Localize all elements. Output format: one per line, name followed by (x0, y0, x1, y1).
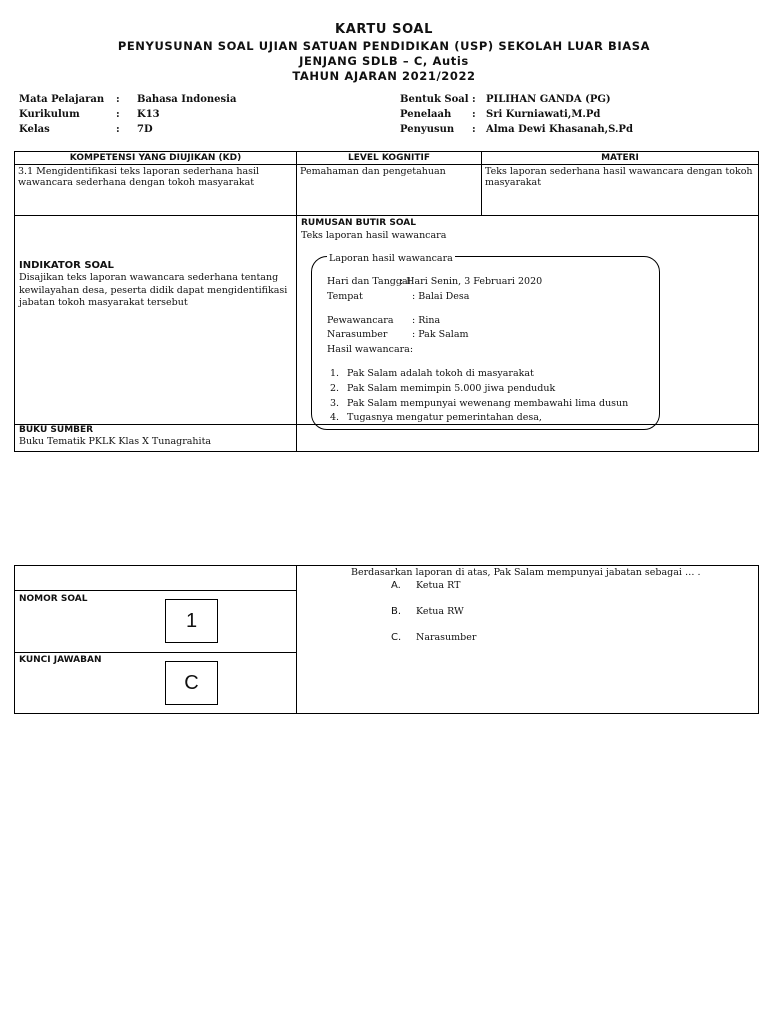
list-item-text: Pak Salam adalah tokoh di masyarakat (347, 368, 534, 379)
report-value: : Pak Salam (412, 329, 469, 340)
header-line-3: TAHUN AJARAN 2021/2022 (292, 69, 476, 83)
meta-value: K13 (137, 109, 160, 120)
report-title: Laporan hasil wawancara (329, 253, 453, 264)
report-label: Narasumber (327, 329, 388, 340)
col-header-kd: KOMPETENSI YANG DIUJIKAN (KD) (15, 152, 297, 165)
meta-colon: : (472, 109, 476, 120)
buku-text: Buku Tematik PKLK Klas X Tunagrahita (19, 436, 212, 447)
meta-colon: : (116, 109, 120, 120)
option-letter: B. (391, 606, 402, 617)
meta-value: 7D (137, 124, 153, 135)
report-value: : Rina (412, 315, 441, 326)
kunci-label: KUNCI JAWABAN (19, 655, 102, 665)
option-letter: A. (391, 580, 401, 591)
kunci-value-box: C (165, 661, 218, 705)
meta-value: Sri Kurniawati,M.Pd (486, 109, 601, 120)
answer-blank-cell (15, 566, 297, 591)
header-line-2: JENJANG SDLB – C, Autis (299, 54, 469, 68)
col-header-materi: MATERI (482, 152, 759, 165)
nomor-label: NOMOR SOAL (19, 594, 88, 604)
option-a (391, 580, 460, 591)
meta-label: Mata Pelajaran (19, 94, 105, 105)
meta-label: Penyusun (400, 124, 455, 135)
meta-colon: : (116, 124, 120, 135)
meta-left (19, 93, 236, 138)
list-item-text: Pak Salam memimpin 5.000 jiwa penduduk (347, 383, 556, 394)
meta-colon: : (472, 124, 476, 135)
level-cell: Pemahaman dan pengetahuan (297, 165, 482, 216)
col-header-level: LEVEL KOGNITIF (297, 152, 482, 165)
option-b (391, 606, 464, 617)
kd-cell: 3.1 Mengidentifikasi teks laporan sederhana hasil wawancara sederhana dengan tokoh masyarakat (15, 165, 297, 216)
indikator-title: INDIKATOR SOAL (19, 260, 114, 271)
question-cell (297, 566, 759, 714)
report-value: : Balai Desa (412, 291, 470, 302)
meta-right (400, 93, 633, 138)
buku-title: BUKU SUMBER (19, 425, 94, 435)
meta-value: Alma Dewi Khasanah,S.Pd (486, 124, 633, 135)
materi-cell: Teks laporan sederhana hasil wawancara dengan tokoh masyarakat (482, 165, 759, 216)
rumusan-sub: Teks laporan hasil wawancara (301, 230, 447, 241)
option-text: Narasumber (416, 632, 477, 643)
option-letter: C. (391, 632, 402, 643)
card-title: KARTU SOAL (335, 22, 433, 37)
answer-table (14, 565, 759, 714)
meta-colon: : (472, 94, 476, 105)
meta-label: Bentuk Soal (400, 94, 469, 105)
option-text: Ketua RT (416, 580, 461, 591)
option-c (391, 632, 476, 643)
list-item: 2. Pak Salam memimpin 5.000 jiwa penduduk (330, 383, 556, 394)
meta-label: Kurikulum (19, 109, 80, 120)
report-label: Tempat (327, 291, 363, 302)
indikator-text: Disajikan teks laporan wawancara sederhana tentang kewilayahan desa, peserta didik dapat mengidentifikasi jabatan tokoh masyarakat tersebut (19, 272, 288, 308)
nomor-value-box: 1 (165, 599, 218, 643)
meta-label: Kelas (19, 124, 50, 135)
list-item-text: Pak Salam mempunyai wewenang membawahi lima dusun (347, 398, 629, 409)
meta-label: Penelaah (400, 109, 452, 120)
hasil-label: Hasil wawancara: (327, 344, 414, 355)
list-item-text: Tugasnya mengatur pemerintahan desa, (347, 412, 542, 423)
indikator-buku-cell (15, 216, 297, 447)
meta-value: Bahasa Indonesia (137, 94, 237, 105)
meta-colon: : (116, 94, 120, 105)
meta-value: PILIHAN GANDA (PG) (486, 94, 611, 105)
option-text: Ketua RW (416, 606, 464, 617)
header-line-1: PENYUSUNAN SOAL UJIAN SATUAN PENDIDIKAN (USP) SEKOLAH LUAR BIASA (117, 39, 651, 53)
list-item: 1. Pak Salam adalah tokoh di masyarakat (330, 368, 534, 379)
report-label: Hari dan Tanggal (327, 276, 411, 287)
list-item: 3. Pak Salam mempunyai wewenang membawahi lima dusun (330, 398, 629, 409)
question-text: Berdasarkan laporan di atas, Pak Salam mempunyai jabatan sebagai … . (351, 567, 701, 578)
kunci-cell (15, 653, 297, 714)
list-item: 4. Tugasnya mengatur pemerintahan desa, (330, 412, 542, 423)
report-label: Pewawancara (327, 315, 394, 326)
rumusan-title: RUMUSAN BUTIR SOAL (301, 218, 416, 228)
report-value: : Hari Senin, 3 Februari 2020 (400, 276, 543, 287)
nomor-cell (15, 591, 297, 653)
